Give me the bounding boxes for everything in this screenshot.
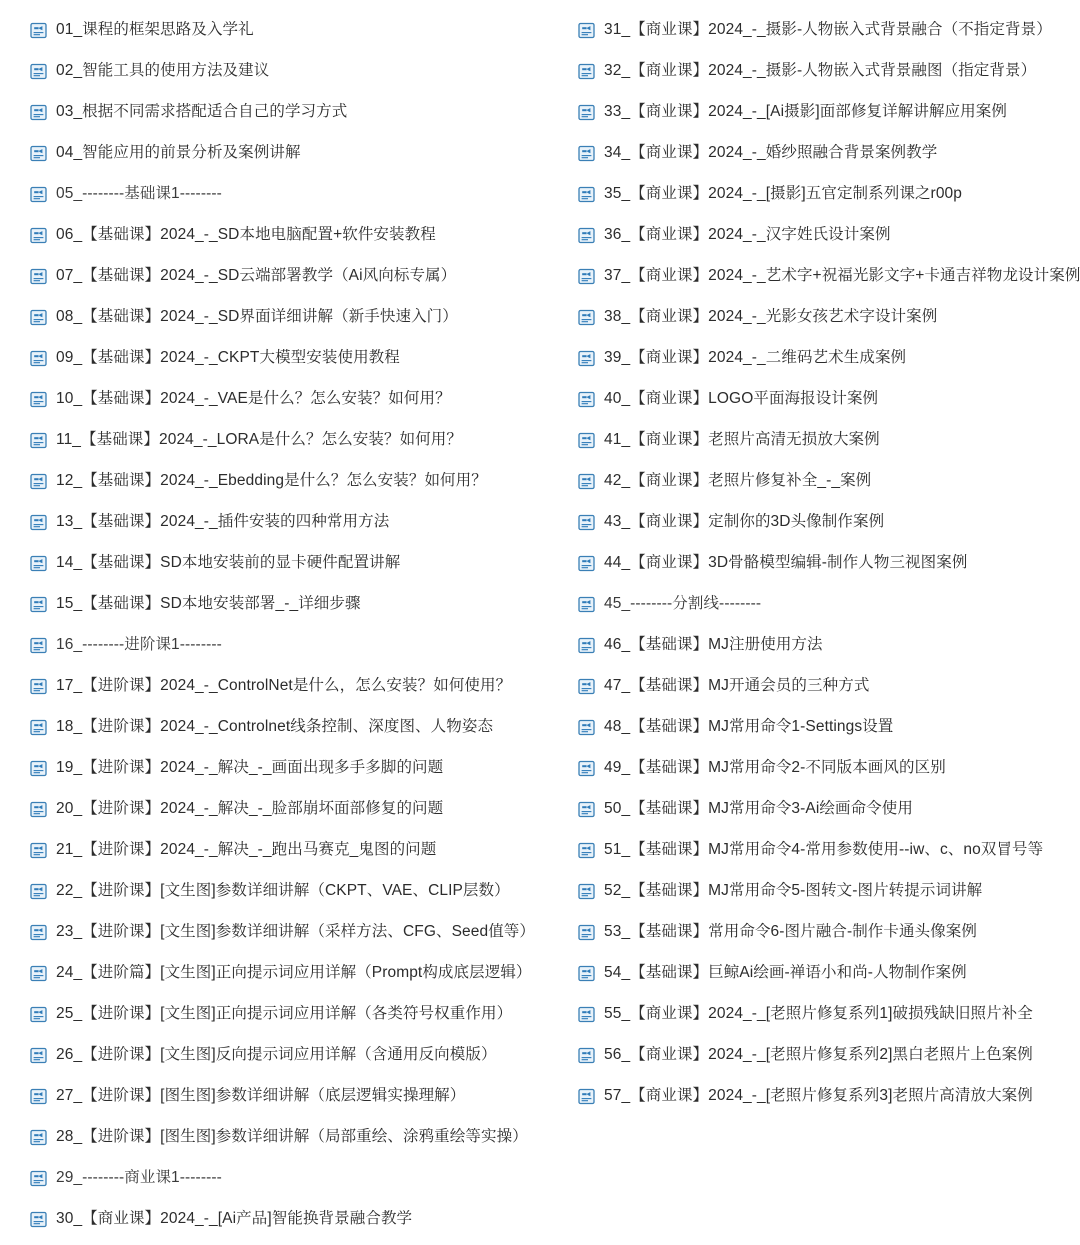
video-file-icon (30, 309, 47, 326)
file-list-item-label: 16_--------进阶课1-------- (56, 636, 222, 654)
video-file-icon (578, 350, 595, 367)
file-list-item-label: 51_【基础课】MJ常用命令4-常用参数使用--iw、c、no双冒号等 (604, 841, 1044, 859)
file-list-item[interactable] (30, 215, 540, 256)
video-file-icon (578, 1088, 595, 1105)
file-list-item[interactable] (578, 625, 1080, 666)
file-list-item-label: 20_【进阶课】2024_-_解决_-_脸部崩坏面部修复的问题 (56, 800, 444, 818)
video-file-icon (30, 1047, 47, 1064)
video-file-icon (30, 514, 47, 531)
file-list-item[interactable] (578, 420, 1080, 461)
file-list-item-label: 26_【进阶课】[文生图]反向提示词应用详解（含通用反向模版） (56, 1046, 497, 1064)
file-list-item[interactable] (30, 748, 540, 789)
video-file-icon (30, 186, 47, 203)
file-list-item[interactable] (578, 174, 1080, 215)
file-list-item[interactable] (578, 789, 1080, 830)
file-list-item[interactable] (30, 133, 540, 174)
video-file-icon (30, 227, 47, 244)
file-list-item-label: 44_【商业课】3D骨骼模型编辑-制作人物三视图案例 (604, 554, 968, 572)
video-file-icon (30, 924, 47, 941)
file-list-item-label: 06_【基础课】2024_-_SD本地电脑配置+软件安装教程 (56, 226, 436, 244)
file-list-item[interactable] (30, 666, 540, 707)
video-file-icon (578, 1047, 595, 1064)
file-list-item-label: 09_【基础课】2024_-_CKPT大模型安装使用教程 (56, 349, 400, 367)
video-file-icon (30, 596, 47, 613)
file-list-item-label: 19_【进阶课】2024_-_解决_-_画面出现多手多脚的问题 (56, 759, 444, 777)
video-file-icon (578, 473, 595, 490)
video-file-icon (578, 432, 595, 449)
file-list-item-label: 54_【基础课】巨鲸Ai绘画-禅语小和尚-人物制作案例 (604, 964, 967, 982)
file-list-item[interactable] (578, 871, 1080, 912)
video-file-icon (578, 842, 595, 859)
file-list-item[interactable] (578, 461, 1080, 502)
file-list-item[interactable] (30, 92, 540, 133)
file-list-item[interactable] (578, 1035, 1080, 1076)
file-list-item-label: 29_--------商业课1-------- (56, 1169, 222, 1187)
video-file-icon (30, 1088, 47, 1105)
file-list-item-label: 28_【进阶课】[图生图]参数详细讲解（局部重绘、涂鸦重绘等实操） (56, 1128, 528, 1146)
file-list-column-right (540, 0, 1080, 1245)
video-file-icon (30, 1211, 47, 1228)
file-list-item[interactable] (30, 256, 540, 297)
file-list-item-label: 36_【商业课】2024_-_汉字姓氏设计案例 (604, 226, 891, 244)
file-list-item-label: 23_【进阶课】[文生图]参数详细讲解（采样方法、CFG、Seed值等） (56, 923, 535, 941)
video-file-icon (30, 104, 47, 121)
file-list-item-label: 34_【商业课】2024_-_婚纱照融合背景案例教学 (604, 144, 938, 162)
video-file-icon (578, 145, 595, 162)
video-file-icon (30, 678, 47, 695)
file-list-item[interactable] (30, 707, 540, 748)
file-list-item[interactable] (30, 1158, 540, 1199)
file-list-item[interactable] (30, 297, 540, 338)
video-file-icon (30, 145, 47, 162)
file-list-item[interactable] (30, 1199, 540, 1240)
video-file-icon (578, 637, 595, 654)
video-file-icon (30, 350, 47, 367)
file-list-item[interactable] (30, 912, 540, 953)
video-file-icon (578, 1006, 595, 1023)
video-file-icon (30, 719, 47, 736)
file-list-item-label: 13_【基础课】2024_-_插件安装的四种常用方法 (56, 513, 390, 531)
file-list-item-label: 31_【商业课】2024_-_摄影-人物嵌入式背景融合（不指定背景） (604, 21, 1052, 39)
file-list-item[interactable] (578, 338, 1080, 379)
video-file-icon (578, 760, 595, 777)
file-list-item[interactable] (578, 707, 1080, 748)
file-list-item-label: 04_智能应用的前景分析及案例讲解 (56, 144, 301, 162)
video-file-icon (578, 883, 595, 900)
video-file-icon (30, 1006, 47, 1023)
video-file-icon (30, 637, 47, 654)
file-list-item[interactable] (578, 133, 1080, 174)
file-list-item[interactable] (30, 543, 540, 584)
file-list-item-label: 22_【进阶课】[文生图]参数详细讲解（CKPT、VAE、CLIP层数） (56, 882, 510, 900)
video-file-icon (578, 555, 595, 572)
file-list-item-label: 55_【商业课】2024_-_[老照片修复系列1]破损残缺旧照片补全 (604, 1005, 1033, 1023)
file-list-item[interactable] (30, 789, 540, 830)
file-list-item-label: 30_【商业课】2024_-_[Ai产品]智能换背景融合教学 (56, 1210, 413, 1228)
video-file-icon (578, 22, 595, 39)
file-list-item-label: 38_【商业课】2024_-_光影女孩艺术字设计案例 (604, 308, 938, 326)
file-list-item[interactable] (578, 543, 1080, 584)
file-list-item-label: 15_【基础课】SD本地安装部署_-_详细步骤 (56, 595, 361, 613)
file-list-item[interactable] (578, 51, 1080, 92)
file-list-item-label: 32_【商业课】2024_-_摄影-人物嵌入式背景融图（指定背景） (604, 62, 1037, 80)
file-list-item-label: 37_【商业课】2024_-_艺术字+祝福光影文字+卡通吉祥物龙设计案例 (604, 267, 1080, 285)
video-file-icon (30, 965, 47, 982)
file-list-item[interactable] (578, 379, 1080, 420)
file-list-item-label: 25_【进阶课】[文生图]正向提示词应用详解（各类符号权重作用） (56, 1005, 513, 1023)
file-list-item[interactable] (30, 1076, 540, 1117)
file-list-item[interactable] (578, 1076, 1080, 1117)
video-file-icon (30, 1170, 47, 1187)
file-list-item-label: 10_【基础课】2024_-_VAE是什么？怎么安装？如何用？ (56, 390, 451, 408)
video-file-icon (30, 760, 47, 777)
video-file-icon (30, 473, 47, 490)
file-list-item[interactable] (30, 1035, 540, 1076)
file-list-item[interactable] (578, 215, 1080, 256)
video-file-icon (30, 842, 47, 859)
video-file-icon (578, 186, 595, 203)
file-list-item[interactable] (578, 10, 1080, 51)
video-file-icon (30, 801, 47, 818)
video-file-icon (578, 965, 595, 982)
video-file-icon (578, 391, 595, 408)
file-list-item[interactable] (30, 1117, 540, 1158)
file-list-item-label: 05_--------基础课1-------- (56, 185, 222, 203)
video-file-icon (30, 555, 47, 572)
file-list-item[interactable] (578, 994, 1080, 1035)
file-list-item-label: 40_【商业课】LOGO平面海报设计案例 (604, 390, 879, 408)
file-list-item[interactable] (578, 256, 1080, 297)
file-list-item[interactable] (578, 912, 1080, 953)
file-list-item[interactable] (578, 666, 1080, 707)
file-list-item-label: 01_课程的框架思路及入学礼 (56, 21, 254, 39)
video-file-icon (578, 514, 595, 531)
file-list-item[interactable] (30, 625, 540, 666)
file-list-item-label: 52_【基础课】MJ常用命令5-图转文-图片转提示词讲解 (604, 882, 983, 900)
video-file-icon (578, 924, 595, 941)
file-list-item-label: 24_【进阶篇】[文生图]正向提示词应用详解（Prompt构成底层逻辑） (56, 964, 532, 982)
video-file-icon (578, 678, 595, 695)
video-file-icon (30, 22, 47, 39)
file-list-item[interactable] (30, 10, 540, 51)
video-file-icon (578, 596, 595, 613)
file-list-item[interactable] (30, 338, 540, 379)
file-list-item[interactable] (30, 174, 540, 215)
file-list-item-label: 03_根据不同需求搭配适合自己的学习方式 (56, 103, 348, 121)
file-list-item[interactable] (578, 92, 1080, 133)
file-list-item-label: 42_【商业课】老照片修复补全_-_案例 (604, 472, 872, 490)
file-list-item-label: 45_--------分割线-------- (604, 595, 762, 613)
file-list-item-label: 46_【基础课】MJ注册使用方法 (604, 636, 823, 654)
file-list-item[interactable] (30, 953, 540, 994)
file-list-item-label: 41_【商业课】老照片高清无损放大案例 (604, 431, 880, 449)
video-file-icon (30, 883, 47, 900)
file-list-item[interactable] (578, 584, 1080, 625)
file-list-item[interactable] (30, 51, 540, 92)
file-list-item-label: 21_【进阶课】2024_-_解决_-_跑出马赛克_鬼图的问题 (56, 841, 437, 859)
file-list-item-label: 53_【基础课】常用命令6-图片融合-制作卡通头像案例 (604, 923, 978, 941)
file-list-item-label: 49_【基础课】MJ常用命令2-不同版本画风的区别 (604, 759, 946, 777)
file-list-item[interactable] (578, 748, 1080, 789)
file-list-item-label: 35_【商业课】2024_-_[摄影]五官定制系列课之r00p (604, 185, 962, 203)
file-list-item-label: 56_【商业课】2024_-_[老照片修复系列2]黑白老照片上色案例 (604, 1046, 1033, 1064)
file-list-item-label: 33_【商业课】2024_-_[Ai摄影]面部修复详解讲解应用案例 (604, 103, 1007, 121)
video-file-icon (30, 391, 47, 408)
file-list-item[interactable] (30, 502, 540, 543)
file-list-item[interactable] (30, 461, 540, 502)
file-list-item-label: 50_【基础课】MJ常用命令3-Ai绘画命令使用 (604, 800, 913, 818)
file-list-item[interactable] (578, 502, 1080, 543)
file-list-item-label: 11_【基础课】2024_-_LORA是什么？怎么安装？如何用？ (56, 431, 463, 449)
file-list-item-label: 02_智能工具的使用方法及建议 (56, 62, 270, 80)
file-list-item-label: 39_【商业课】2024_-_二维码艺术生成案例 (604, 349, 907, 367)
file-list-item[interactable] (578, 297, 1080, 338)
video-file-icon (578, 719, 595, 736)
file-list-item-label: 27_【进阶课】[图生图]参数详细讲解（底层逻辑实操理解） (56, 1087, 466, 1105)
video-file-icon (30, 63, 47, 80)
video-file-icon (578, 104, 595, 121)
file-list-item[interactable] (30, 994, 540, 1035)
video-file-icon (30, 1129, 47, 1146)
file-list-item[interactable] (30, 584, 540, 625)
file-list-item[interactable] (30, 871, 540, 912)
file-list-item-label: 57_【商业课】2024_-_[老照片修复系列3]老照片高清放大案例 (604, 1087, 1033, 1105)
file-list-item[interactable] (578, 830, 1080, 871)
file-list-item[interactable] (578, 953, 1080, 994)
file-list-item-label: 18_【进阶课】2024_-_Controlnet线条控制、深度图、人物姿态 (56, 718, 494, 736)
file-list-item-label: 43_【商业课】定制你的3D头像制作案例 (604, 513, 885, 531)
video-file-icon (30, 432, 47, 449)
file-list-item-label: 14_【基础课】SD本地安装前的显卡硬件配置讲解 (56, 554, 401, 572)
file-list-item[interactable] (30, 420, 540, 461)
video-file-icon (30, 268, 47, 285)
file-list-item[interactable] (30, 830, 540, 871)
video-file-icon (578, 268, 595, 285)
video-file-icon (578, 63, 595, 80)
file-list-item-label: 47_【基础课】MJ开通会员的三种方式 (604, 677, 870, 695)
file-list-item-label: 48_【基础课】MJ常用命令1-Settings设置 (604, 718, 894, 736)
video-file-icon (578, 801, 595, 818)
file-list-item-label: 17_【进阶课】2024_-_ControlNet是什么，怎么安装？如何使用？ (56, 677, 512, 695)
file-list-item[interactable] (30, 379, 540, 420)
video-file-icon (578, 227, 595, 244)
file-list-item-label: 08_【基础课】2024_-_SD界面详细讲解（新手快速入门） (56, 308, 458, 326)
file-list-item-label: 12_【基础课】2024_-_Ebedding是什么？怎么安装？如何用？ (56, 472, 487, 490)
file-list-item-label: 07_【基础课】2024_-_SD云端部署教学（Ai风向标专属） (56, 267, 457, 285)
video-file-icon (578, 309, 595, 326)
